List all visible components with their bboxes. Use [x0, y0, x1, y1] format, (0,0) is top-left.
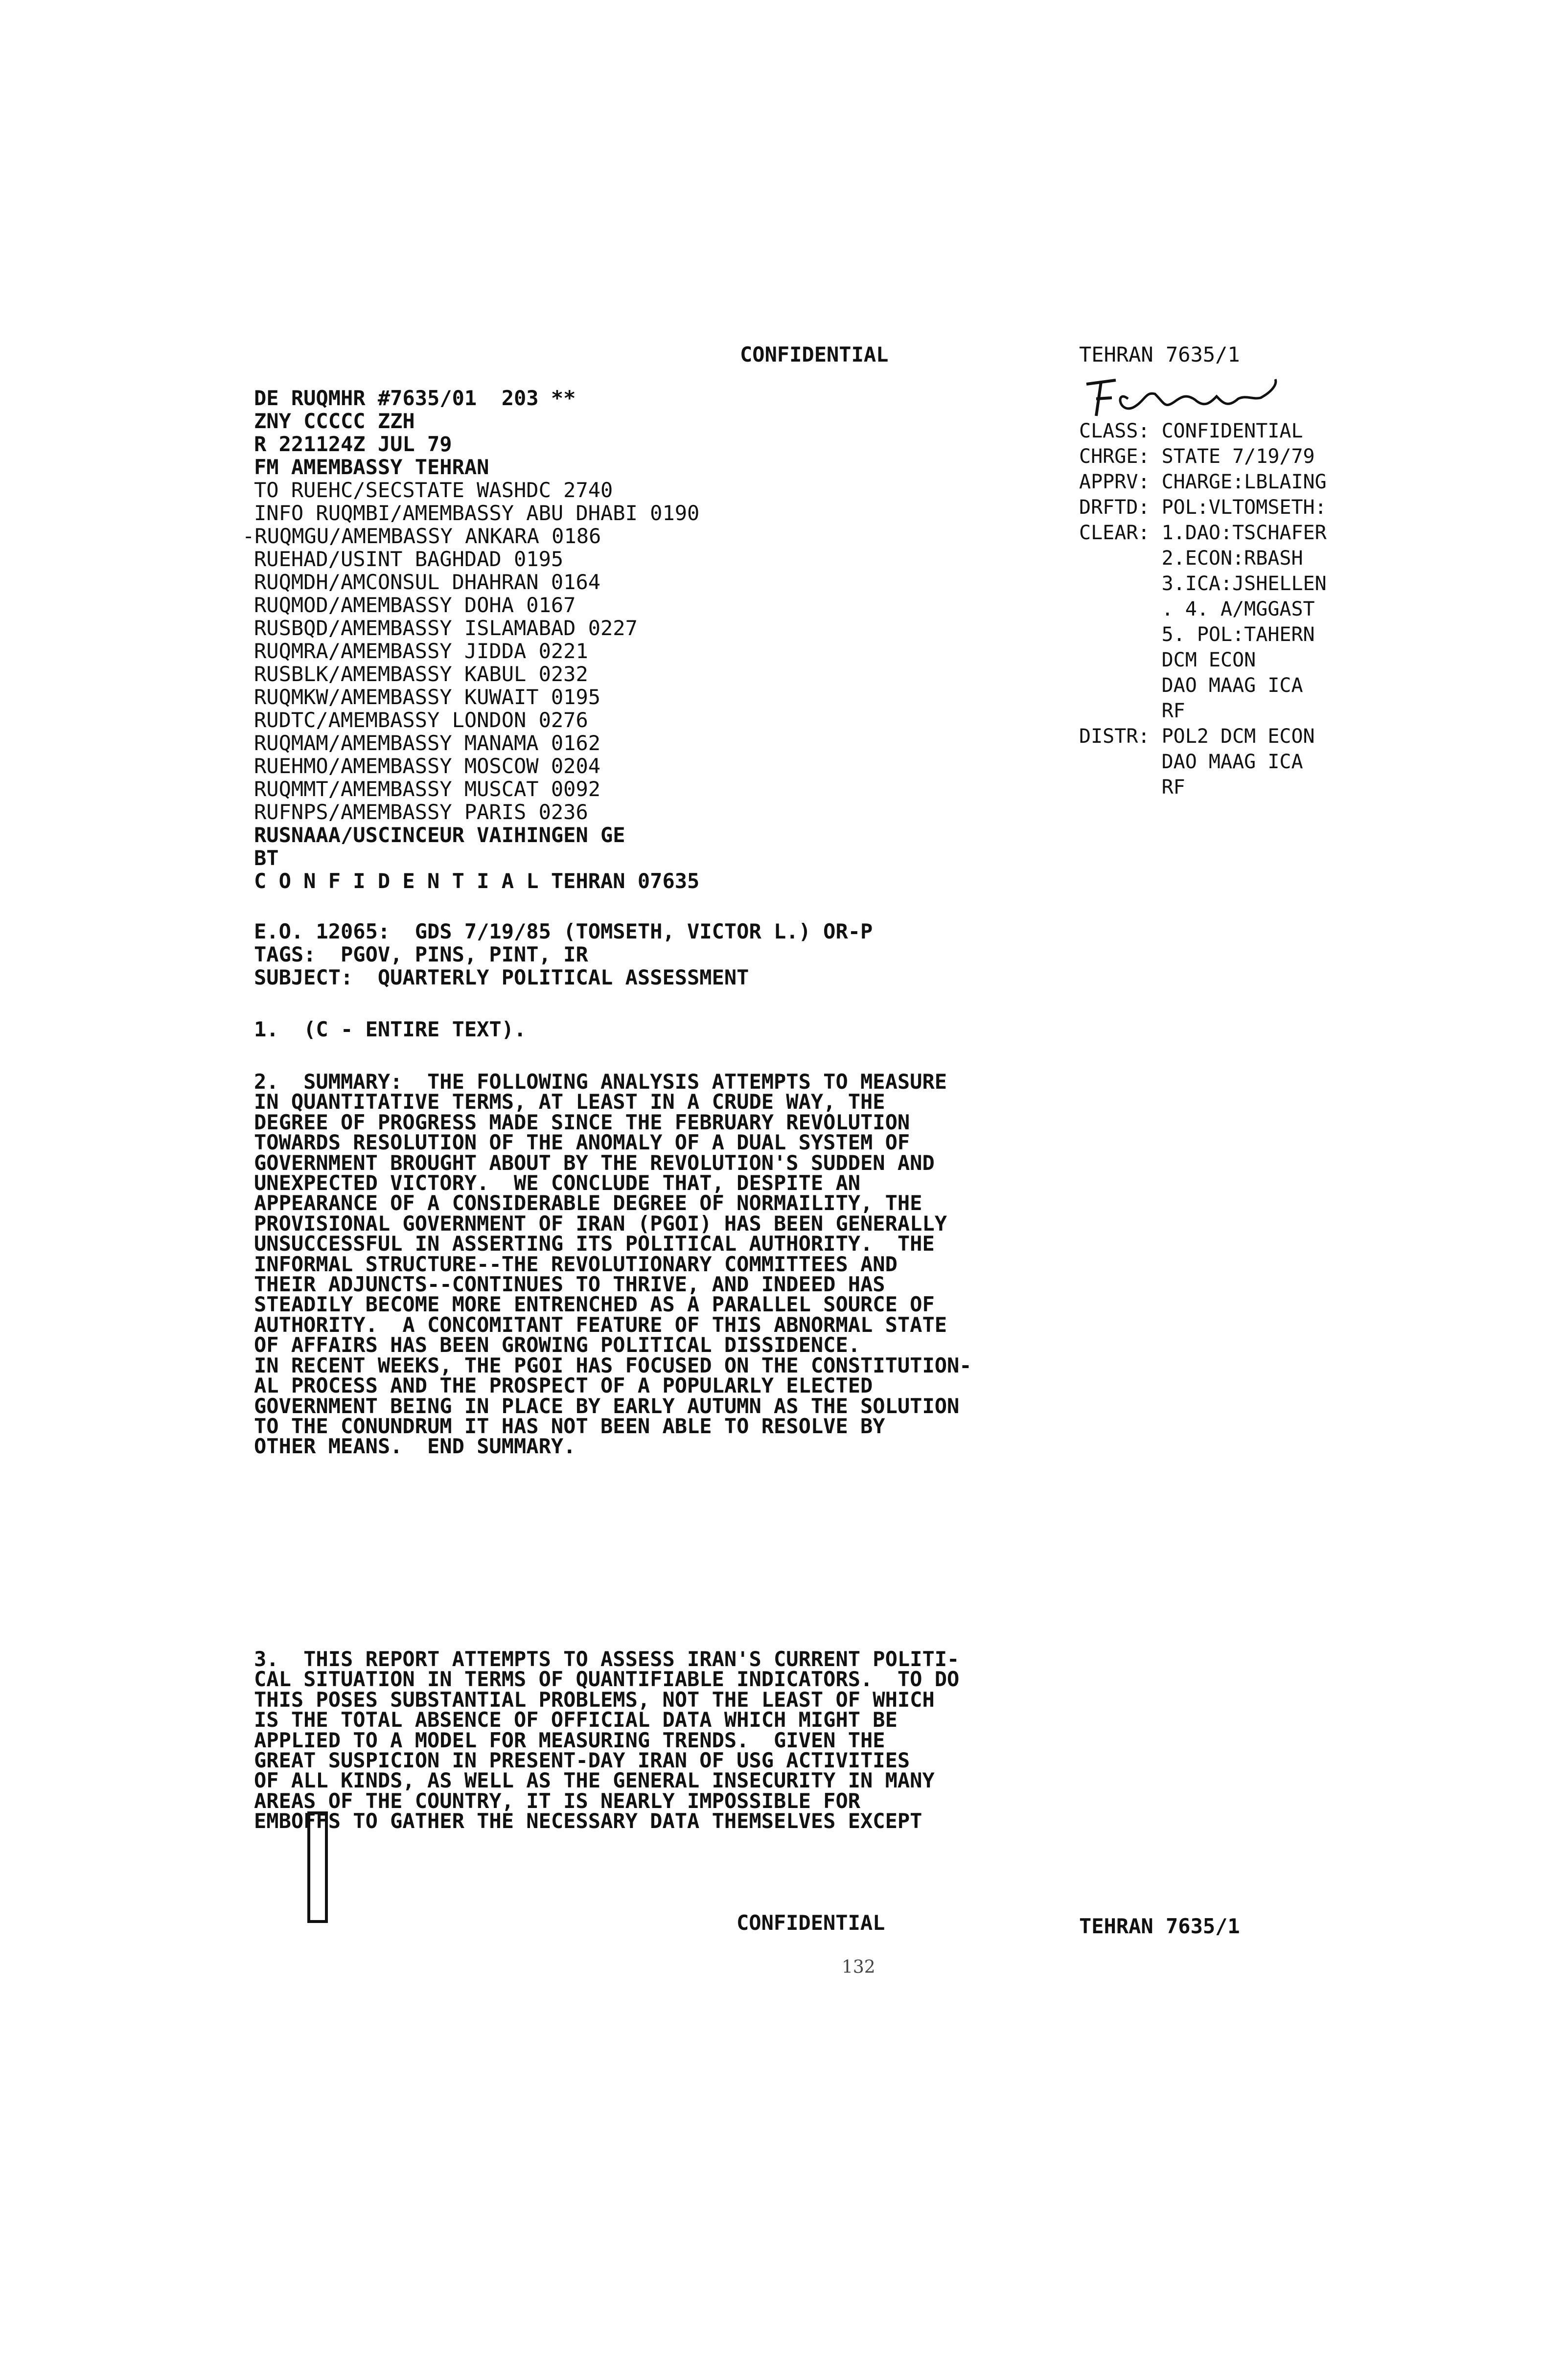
routing-line: TO RUEHC/SECSTATE WASHDC 2740 — [254, 478, 613, 502]
footer-ref: TEHRAN 7635/1 — [1079, 1914, 1240, 1938]
tags-line: TAGS: PGOV, PINS, PINT, IR — [254, 942, 588, 966]
paragraph-2-summary: 2. SUMMARY: THE FOLLOWING ANALYSIS ATTEMPTS TO MEASURE IN QUANTITATIVE TERMS, AT LEAST IN A CRUDE WAY, THE DEGREE OF PROGRESS MADE SINCE THE FEBRUARY REVOLUTION TOWARDS RESOLUTION OF THE ANOMALY OF A DUAL SYSTEM OF GOVERNMENT BROUGHT ABOUT BY THE REVOLUTION'S SUDDEN AND UNEXPECTED VICTORY. WE CONCLUDE THAT, DESPITE AN APPEARANCE OF A CONSIDERABLE DEGREE OF NORMAILITY, THE PROVISIONAL GOVERNMENT OF IRAN (PGOI) HAS BEEN GENERALLY UNSUCCESSFUL IN ASSERTING ITS POLITICAL AUTHORITY. THE INFORMAL STRUCTURE--THE REVOLUTIONARY COMMITTEES AND THEIR ADJUNCTS--CONTINUES TO THRIVE, AND INDEED HAS STEADILY BECOME MORE ENTRENCHED AS A PARALLEL SOURCE OF AUTHORITY. A CONCOMITANT FEATURE OF THIS ABNORMAL STATE OF AFFAIRS HAS BEEN GROWING POLITICAL DISSIDENCE. IN RECENT WEEKS, THE PGOI HAS FOCUSED ON THE CONSTITUTION- AL PROCESS AND THE PROSPECT OF A POPULARLY ELECTED GOVERNMENT BEING IN PLACE BY EARLY AUTUMN AS THE SOLUTION TO THE CONUNDRUM IT HAS NOT BEEN ABLE TO RESOLVE BY OTHER MEANS. END SUMMARY. — [254, 1070, 972, 1459]
routing-line: RUQMOD/AMEMBASSY DOHA 0167 — [254, 593, 576, 617]
routing-line: DE RUQMHR #7635/01 203 ** — [254, 386, 576, 410]
routing-line: RUQMAM/AMEMBASSY MANAMA 0162 — [254, 731, 601, 755]
margin-bracket-mark — [307, 1811, 328, 1923]
distribution-block: CLASS: CONFIDENTIAL CHRGE: STATE 7/19/79 APPRV: CHARGE:LBLAING DRFTD: POL:VLTOMSETH: CLEAR: 1.DAO:TSCHAFER 2.ECON:RBASH 3.ICA:JSHELLEN . 4. A/MGGAST 5. POL:TAHERN DCM ECON DAO MAAG ICA RF DISTR: POL2 DCM ECON DAO MAAG ICA RF — [1079, 420, 1327, 799]
routing-line: RUQMMT/AMEMBASSY MUSCAT 0092 — [254, 777, 601, 801]
routing-line: RUQMKW/AMEMBASSY KUWAIT 0195 — [254, 685, 601, 709]
routing-line: R 221124Z JUL 79 — [254, 432, 452, 456]
routing-line: RUEHMO/AMEMBASSY MOSCOW 0204 — [254, 754, 601, 778]
header-ref: TEHRAN 7635/1 — [1079, 343, 1240, 366]
page-number: 132 — [842, 1957, 875, 1977]
routing-line: RUQMDH/AMCONSUL DHAHRAN 0164 — [254, 570, 601, 594]
subject-line: SUBJECT: QUARTERLY POLITICAL ASSESSMENT — [254, 965, 749, 989]
paragraph-3: 3. THIS REPORT ATTEMPTS TO ASSESS IRAN'S CURRENT POLITI- CAL SITUATION IN TERMS OF QUANTIFIABLE INDICATORS. TO DO THIS POSES SUBSTANTIAL PROBLEMS, NOT THE LEAST OF WHICH IS THE TOTAL ABSENCE OF OFFICIAL DATA WHICH MIGHT BE APPLIED TO A MODEL FOR MEASURING TRENDS. GIVEN THE GREAT SUSPICION IN PRESENT-DAY IRAN OF USG ACTIVITIES OF ALL KINDS, AS WELL AS THE GENERAL INSECURITY IN MANY AREAS OF THE COUNTRY, IT IS NEARLY IMPOSSIBLE FOR EMBOFFS TO GATHER THE NECESSARY DATA THEMSELVES EXCEPT — [254, 1647, 960, 1833]
routing-line: RUSBLK/AMEMBASSY KABUL 0232 — [254, 662, 588, 686]
routing-line: -RUQMGU/AMEMBASSY ANKARA 0186 — [242, 524, 601, 548]
paragraph-1: 1. (C - ENTIRE TEXT). — [254, 1017, 527, 1041]
routing-line: C O N F I D E N T I A L TEHRAN 07635 — [254, 869, 700, 893]
routing-line: RUQMRA/AMEMBASSY JIDDA 0221 — [254, 639, 588, 663]
routing-line: FM AMEMBASSY TEHRAN — [254, 455, 489, 479]
routing-line: ZNY CCCCC ZZH — [254, 409, 415, 433]
handwritten-signature — [1082, 369, 1336, 423]
routing-line: BT — [254, 846, 279, 870]
routing-line: INFO RUQMBI/AMEMBASSY ABU DHABI 0190 — [254, 501, 700, 525]
eo-line: E.O. 12065: GDS 7/19/85 (TOMSETH, VICTOR L.) OR-P — [254, 919, 873, 943]
header-classification: CONFIDENTIAL — [740, 343, 889, 366]
routing-line: RUSBQD/AMEMBASSY ISLAMABAD 0227 — [254, 616, 638, 640]
routing-line: RUFNPS/AMEMBASSY PARIS 0236 — [254, 800, 588, 824]
routing-line: RUDTC/AMEMBASSY LONDON 0276 — [254, 708, 588, 732]
routing-line: RUSNAAA/USCINCEUR VAIHINGEN GE — [254, 823, 625, 847]
footer-classification: CONFIDENTIAL — [737, 1911, 885, 1935]
routing-line: RUEHAD/USINT BAGHDAD 0195 — [254, 547, 564, 571]
